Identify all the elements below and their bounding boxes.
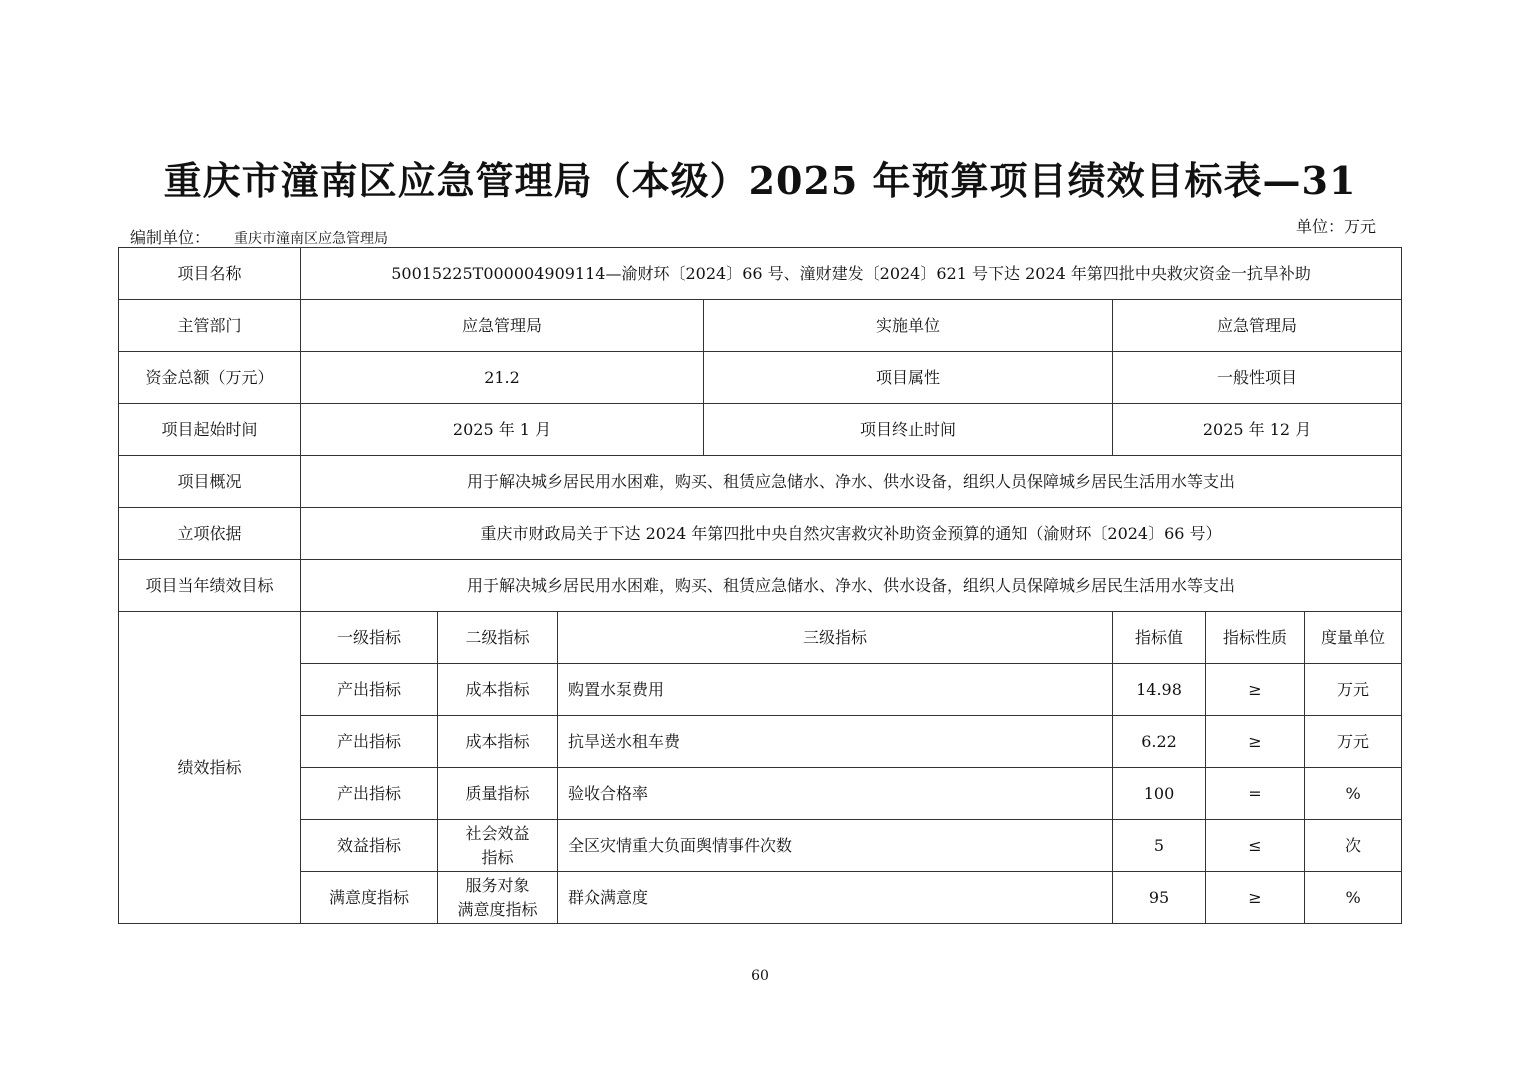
overview-value: 用于解决城乡居民用水困难，购买、租赁应急储水、净水、供水设备，组织人员保障城乡居民生活用水等支出 (301, 456, 1402, 508)
org-label: 编制单位： (130, 228, 211, 247)
row-fund (119, 352, 1402, 404)
indicator-level1: 产出指标 (301, 716, 438, 768)
indicator-level2: 服务对象 满意度指标 (438, 872, 558, 924)
indicator-level2: 质量指标 (438, 768, 558, 820)
indicator-unit: % (1305, 768, 1402, 820)
goal-value: 用于解决城乡居民用水困难，购买、租赁应急储水、净水、供水设备，组织人员保障城乡居民生活用水等支出 (301, 560, 1402, 612)
header-level3: 三级指标 (558, 612, 1113, 664)
performance-table (118, 247, 1402, 924)
indicator-nature: ≥ (1206, 716, 1305, 768)
fund-value: 21.2 (301, 352, 704, 404)
row-goal (119, 560, 1402, 612)
row-indicator-header (119, 612, 1402, 664)
attr-label: 项目属性 (704, 352, 1113, 404)
indicator-value: 5 (1113, 820, 1206, 872)
indicator-level3: 全区灾情重大负面舆情事件次数 (558, 820, 1113, 872)
indicator-level1: 产出指标 (301, 768, 438, 820)
indicator-level3: 验收合格率 (558, 768, 1113, 820)
table-row (119, 664, 1402, 716)
header-unit: 度量单位 (1305, 612, 1402, 664)
indicator-nature: ≤ (1206, 820, 1305, 872)
row-project-name (119, 248, 1402, 300)
table-row (119, 716, 1402, 768)
page-number: 60 (751, 968, 769, 984)
project-name-value: 50015225T000004909114—渝财环〔2024〕66 号、潼财建发〔2024〕621 号下达 2024 年第四批中央救灾资金一抗旱补助 (301, 248, 1402, 300)
indicator-level1: 产出指标 (301, 664, 438, 716)
indicator-nature: = (1206, 768, 1305, 820)
header-level2: 二级指标 (438, 612, 558, 664)
end-value: 2025 年 12 月 (1113, 404, 1402, 456)
project-name-label: 项目名称 (119, 248, 301, 300)
header-nature: 指标性质 (1206, 612, 1305, 664)
table-row (119, 768, 1402, 820)
indicator-unit: 万元 (1305, 664, 1402, 716)
indicator-level3: 群众满意度 (558, 872, 1113, 924)
indicator-nature: ≥ (1206, 872, 1305, 924)
indicator-level1: 满意度指标 (301, 872, 438, 924)
basis-value: 重庆市财政局关于下达 2024 年第四批中央自然灾害救灾补助资金预算的通知（渝财环〔2024〕66 号） (301, 508, 1402, 560)
indicator-level1: 效益指标 (301, 820, 438, 872)
row-overview (119, 456, 1402, 508)
impl-label: 实施单位 (704, 300, 1113, 352)
perf-label: 绩效指标 (119, 612, 301, 924)
basis-label: 立项依据 (119, 508, 301, 560)
page-title: 重庆市潼南区应急管理局（本级）2025 年预算项目绩效目标表—31 (163, 158, 1357, 203)
indicator-level3: 购置水泵费用 (558, 664, 1113, 716)
goal-label: 项目当年绩效目标 (119, 560, 301, 612)
fund-label: 资金总额（万元） (119, 352, 301, 404)
indicator-value: 14.98 (1113, 664, 1206, 716)
header-level1: 一级指标 (301, 612, 438, 664)
start-label: 项目起始时间 (119, 404, 301, 456)
indicator-level2: 成本指标 (438, 664, 558, 716)
indicator-level3: 抗旱送水租车费 (558, 716, 1113, 768)
attr-value: 一般性项目 (1113, 352, 1402, 404)
start-value: 2025 年 1 月 (301, 404, 704, 456)
impl-value: 应急管理局 (1113, 300, 1402, 352)
indicator-value: 95 (1113, 872, 1206, 924)
dept-label: 主管部门 (119, 300, 301, 352)
header-value: 指标值 (1113, 612, 1206, 664)
unit-label: 单位：万元 (1296, 217, 1377, 236)
indicator-unit: 万元 (1305, 716, 1402, 768)
indicator-level2: 社会效益 指标 (438, 820, 558, 872)
row-department (119, 300, 1402, 352)
indicator-value: 6.22 (1113, 716, 1206, 768)
table-row (119, 820, 1402, 872)
indicator-value: 100 (1113, 768, 1206, 820)
end-label: 项目终止时间 (704, 404, 1113, 456)
indicator-level2: 成本指标 (438, 716, 558, 768)
table-row (119, 872, 1402, 924)
row-time (119, 404, 1402, 456)
indicator-unit: 次 (1305, 820, 1402, 872)
org-name: 重庆市潼南区应急管理局 (234, 231, 389, 247)
row-basis (119, 508, 1402, 560)
org-line (130, 225, 388, 248)
indicator-nature: ≥ (1206, 664, 1305, 716)
dept-value: 应急管理局 (301, 300, 704, 352)
indicator-unit: % (1305, 872, 1402, 924)
overview-label: 项目概况 (119, 456, 301, 508)
